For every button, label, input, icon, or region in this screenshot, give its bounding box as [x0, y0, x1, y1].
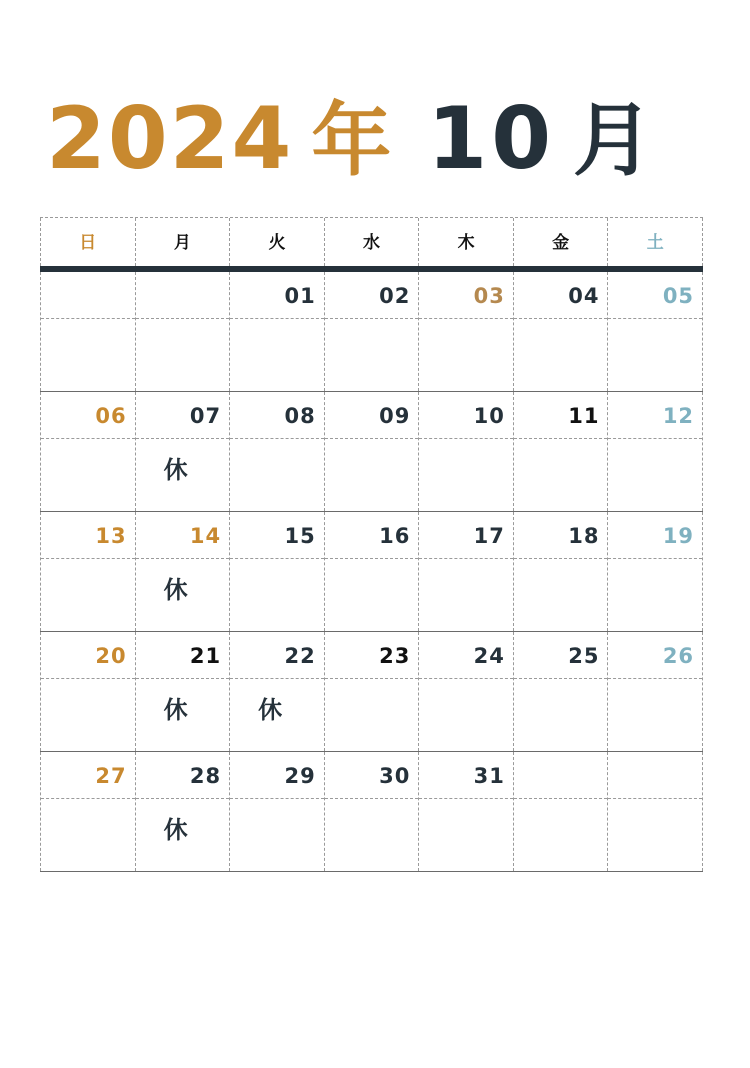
title-month-suffix: 月	[573, 94, 654, 187]
day-number: 29	[284, 764, 316, 788]
day-number: 07	[189, 404, 222, 428]
calendar-title	[46, 76, 654, 189]
day-cell-separator	[136, 798, 230, 799]
day-cell-separator	[325, 678, 419, 679]
day-cell	[418, 632, 513, 751]
day-cell	[607, 272, 703, 391]
day-number: 05	[662, 284, 695, 308]
day-cell	[40, 752, 135, 871]
day-cell	[513, 752, 608, 871]
day-cell	[229, 512, 324, 631]
day-cell	[135, 272, 230, 391]
weekday-label: 金	[513, 218, 608, 266]
day-number: 21	[189, 644, 222, 668]
calendar-grid	[40, 217, 703, 872]
day-cell-separator	[325, 558, 419, 559]
day-number: 08	[284, 404, 316, 428]
day-cell	[513, 392, 608, 511]
day-cell	[418, 272, 513, 391]
day-cell	[135, 632, 230, 751]
day-cell	[229, 392, 324, 511]
day-cell-separator	[608, 798, 702, 799]
day-number: 31	[473, 764, 505, 788]
day-cell-separator	[419, 678, 513, 679]
day-cell	[229, 752, 324, 871]
day-cell-separator	[419, 438, 513, 439]
day-cell-separator	[514, 318, 608, 319]
day-cell-separator	[230, 438, 324, 439]
weekday-label: 水	[324, 218, 419, 266]
day-cell-separator	[419, 798, 513, 799]
day-cell	[607, 632, 703, 751]
day-number: 23	[379, 644, 411, 668]
day-number: 20	[95, 644, 127, 668]
day-number: 30	[379, 764, 411, 788]
day-cell	[513, 632, 608, 751]
day-cell-separator	[419, 318, 513, 319]
holiday-note: 休	[163, 696, 188, 724]
day-number: 19	[662, 524, 695, 548]
day-cell-separator	[136, 318, 230, 319]
title-year-suffix: 年	[311, 94, 392, 187]
day-number: 15	[284, 524, 316, 548]
day-cell-separator	[608, 318, 702, 319]
holiday-note: 休	[163, 456, 188, 484]
day-number: 18	[568, 524, 600, 548]
holiday-note: 休	[258, 696, 283, 724]
day-cell	[135, 752, 230, 871]
day-cell	[229, 272, 324, 391]
day-number: 26	[662, 644, 695, 668]
day-cell-separator	[41, 318, 135, 319]
day-cell	[40, 632, 135, 751]
day-cell-separator	[514, 438, 608, 439]
day-cell	[135, 512, 230, 631]
day-cell	[135, 392, 230, 511]
day-cell	[324, 392, 419, 511]
day-cell-separator	[514, 798, 608, 799]
day-number: 17	[473, 524, 505, 548]
day-cell-separator	[41, 558, 135, 559]
holiday-note: 休	[163, 576, 188, 604]
day-number: 28	[189, 764, 222, 788]
day-number: 11	[568, 404, 600, 428]
weekday-label: 火	[229, 218, 324, 266]
day-cell-separator	[41, 438, 135, 439]
title-month: 10	[427, 89, 556, 189]
day-cell	[324, 752, 419, 871]
title-year: 2024	[46, 89, 294, 189]
day-cell-separator	[230, 318, 324, 319]
day-number: 02	[379, 284, 411, 308]
day-number: 04	[568, 284, 600, 308]
day-cell	[607, 392, 703, 511]
day-cell-separator	[419, 558, 513, 559]
day-cell-separator	[325, 438, 419, 439]
day-number: 27	[95, 764, 127, 788]
weekday-label: 月	[135, 218, 230, 266]
weekday-label: 木	[418, 218, 513, 266]
day-cell	[607, 752, 703, 871]
day-number: 06	[95, 404, 127, 428]
day-cell	[513, 272, 608, 391]
day-cell-separator	[608, 558, 702, 559]
day-number: 01	[284, 284, 316, 308]
week-row	[40, 392, 703, 512]
day-cell	[418, 512, 513, 631]
day-cell-separator	[136, 438, 230, 439]
day-cell-separator	[608, 438, 702, 439]
day-number: 12	[662, 404, 695, 428]
day-cell-separator	[41, 798, 135, 799]
day-cell	[229, 632, 324, 751]
day-number: 16	[379, 524, 411, 548]
week-row	[40, 512, 703, 632]
day-cell-separator	[230, 678, 324, 679]
day-cell-separator	[325, 318, 419, 319]
day-cell-separator	[514, 558, 608, 559]
day-cell	[607, 512, 703, 631]
day-number: 14	[189, 524, 222, 548]
day-number: 03	[473, 284, 505, 308]
day-cell	[418, 392, 513, 511]
day-cell	[40, 272, 135, 391]
day-number: 25	[568, 644, 600, 668]
day-cell	[324, 512, 419, 631]
day-cell	[324, 632, 419, 751]
holiday-note: 休	[163, 816, 188, 844]
day-cell-separator	[136, 678, 230, 679]
day-cell	[40, 392, 135, 511]
day-cell-separator	[230, 558, 324, 559]
day-number: 22	[284, 644, 316, 668]
day-cell-separator	[230, 798, 324, 799]
week-row	[40, 272, 703, 392]
day-cell	[513, 512, 608, 631]
day-number: 13	[95, 524, 127, 548]
week-row	[40, 632, 703, 752]
day-cell	[40, 512, 135, 631]
day-number: 24	[473, 644, 505, 668]
day-cell-separator	[41, 678, 135, 679]
weekday-label: 土	[607, 218, 703, 266]
day-cell-separator	[136, 558, 230, 559]
weeks-container	[40, 272, 703, 872]
day-cell	[324, 272, 419, 391]
day-cell-separator	[608, 678, 702, 679]
day-cell-separator	[325, 798, 419, 799]
weekday-header	[40, 217, 703, 266]
week-row	[40, 752, 703, 872]
day-number: 09	[379, 404, 411, 428]
day-number: 10	[473, 404, 505, 428]
day-cell	[418, 752, 513, 871]
day-cell-separator	[514, 678, 608, 679]
weekday-label: 日	[40, 218, 135, 266]
